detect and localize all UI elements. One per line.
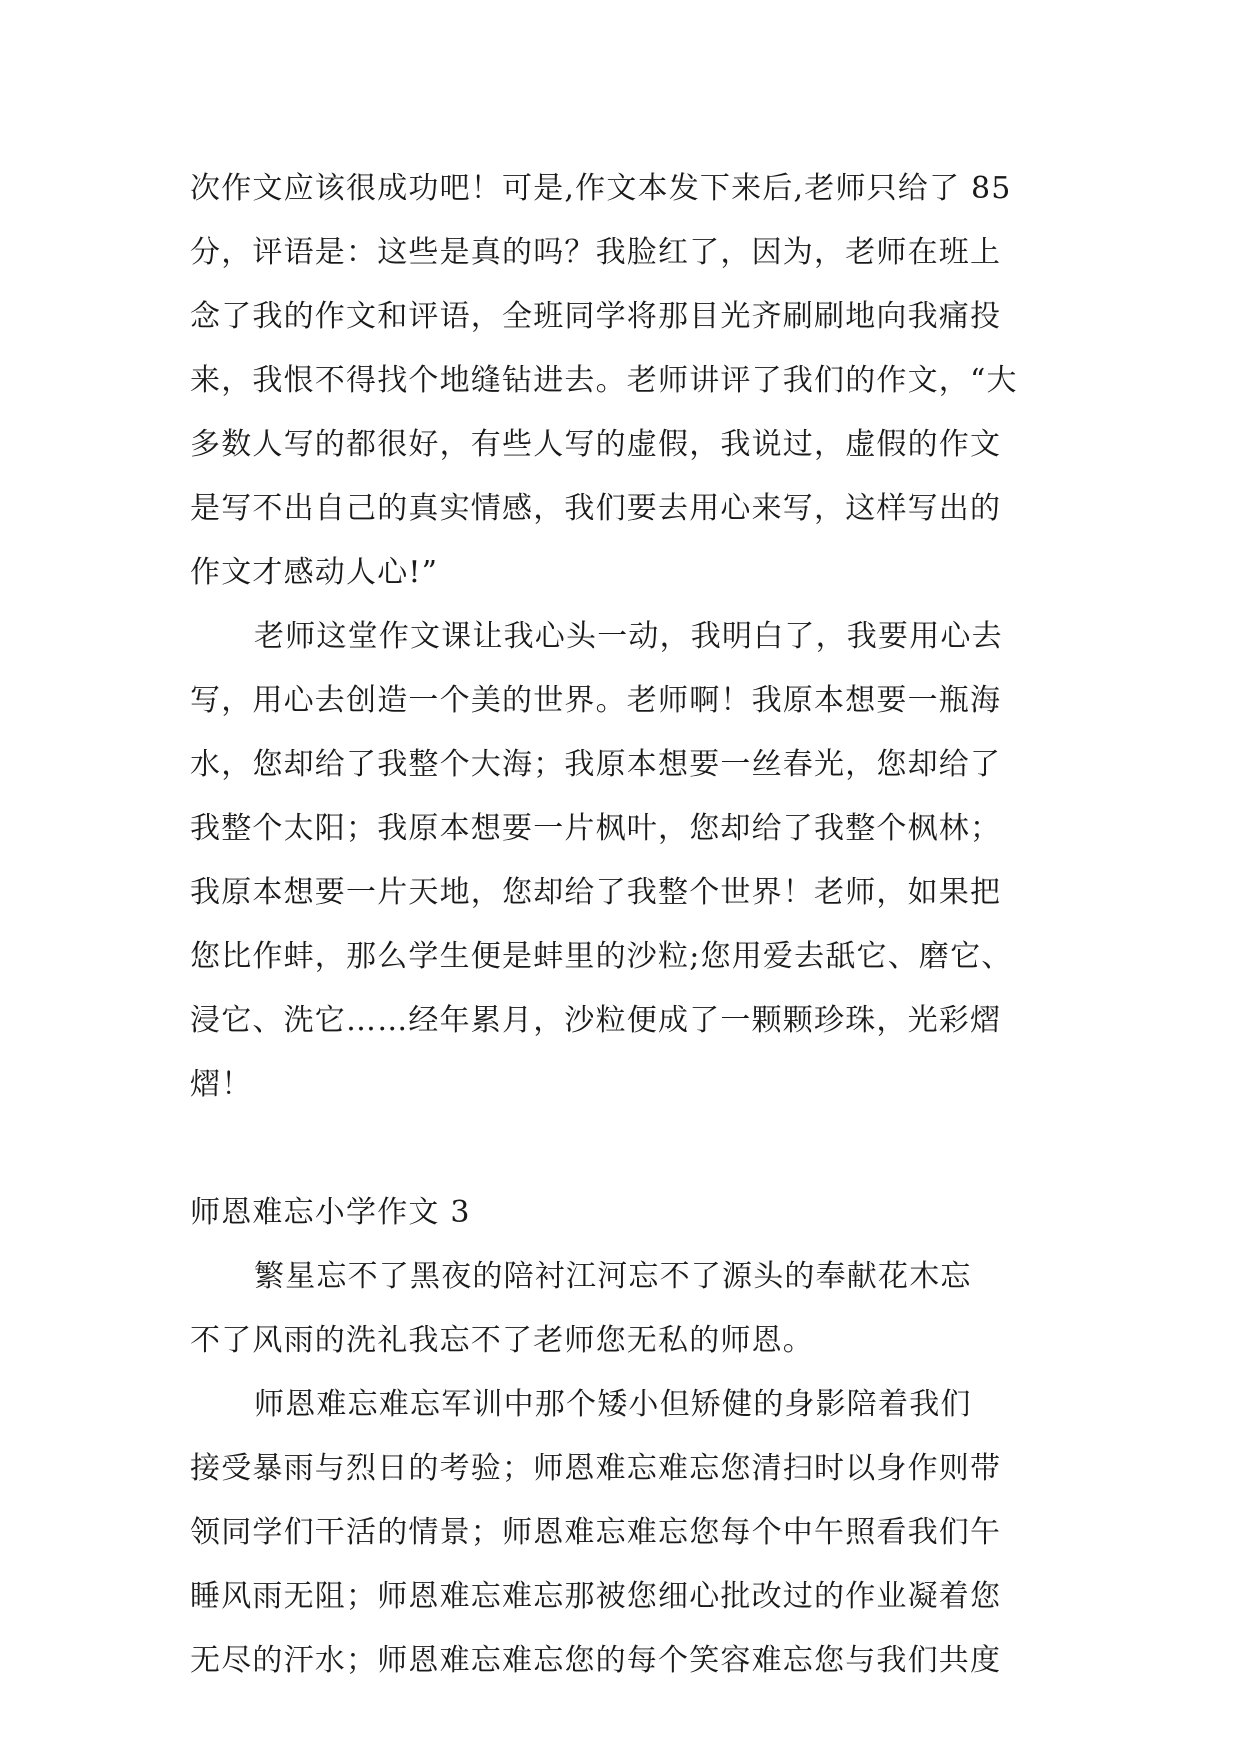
paragraph-line: 领同学们干活的情景；师恩难忘难忘您每个中午照看我们午 [190, 1515, 1002, 1550]
paragraph-line: 熠！ [190, 1067, 253, 1102]
paragraph-line: 您比作蚌，那么学生便是蚌里的沙粒;您用爱去舐它、磨它、 [190, 939, 1013, 974]
paragraph-line: 是写不出自己的真实情感，我们要去用心来写，这样写出的 [190, 491, 1002, 526]
paragraph-line: 接受暴雨与烈日的考验；师恩难忘难忘您清扫时以身作则带 [190, 1451, 1002, 1486]
section-heading: 师恩难忘小学作文 3 [190, 1195, 471, 1230]
paragraph-line: 睡风雨无阻；师恩难忘难忘那被您细心批改过的作业凝着您 [190, 1579, 1002, 1614]
paragraph-line: 我原本想要一片天地，您却给了我整个世界！老师，如果把 [190, 875, 1002, 910]
paragraph-line: 作文才感动人心!” [190, 555, 439, 590]
paragraph-line: 写，用心去创造一个美的世界。老师啊！我原本想要一瓶海 [190, 683, 1002, 718]
paragraph-line: 念了我的作文和评语，全班同学将那目光齐刷刷地向我痛投 [190, 299, 1002, 334]
paragraph-first-line: 繁星忘不了黑夜的陪衬江河忘不了源头的奉献花木忘 [254, 1259, 972, 1294]
paragraph-line: 分，评语是：这些是真的吗？我脸红了，因为，老师在班上 [190, 235, 1002, 270]
paragraph-line: 来，我恨不得找个地缝钻进去。老师讲评了我们的作文，“大 [190, 363, 1018, 398]
paragraph-line: 水，您却给了我整个大海；我原本想要一丝春光，您却给了 [190, 747, 1002, 782]
paragraph-line: 不了风雨的洗礼我忘不了老师您无私的师恩。 [190, 1323, 814, 1358]
paragraph-line: 我整个太阳；我原本想要一片枫叶，您却给了我整个枫林； [190, 811, 1002, 846]
paragraph-line: 浸它、洗它……经年累月，沙粒便成了一颗颗珍珠，光彩熠 [190, 1003, 1002, 1038]
paragraph-line: 无尽的汗水；师恩难忘难忘您的每个笑容难忘您与我们共度 [190, 1643, 1002, 1678]
paragraph-line: 多数人写的都很好，有些人写的虚假，我说过，虚假的作文 [190, 427, 1002, 462]
paragraph-first-line: 师恩难忘难忘军训中那个矮小但矫健的身影陪着我们 [254, 1387, 972, 1422]
paragraph-line: 次作文应该很成功吧！可是,作文本发下来后,老师只给了 85 [190, 171, 1012, 206]
paragraph-first-line: 老师这堂作文课让我心头一动，我明白了，我要用心去 [254, 619, 1003, 654]
